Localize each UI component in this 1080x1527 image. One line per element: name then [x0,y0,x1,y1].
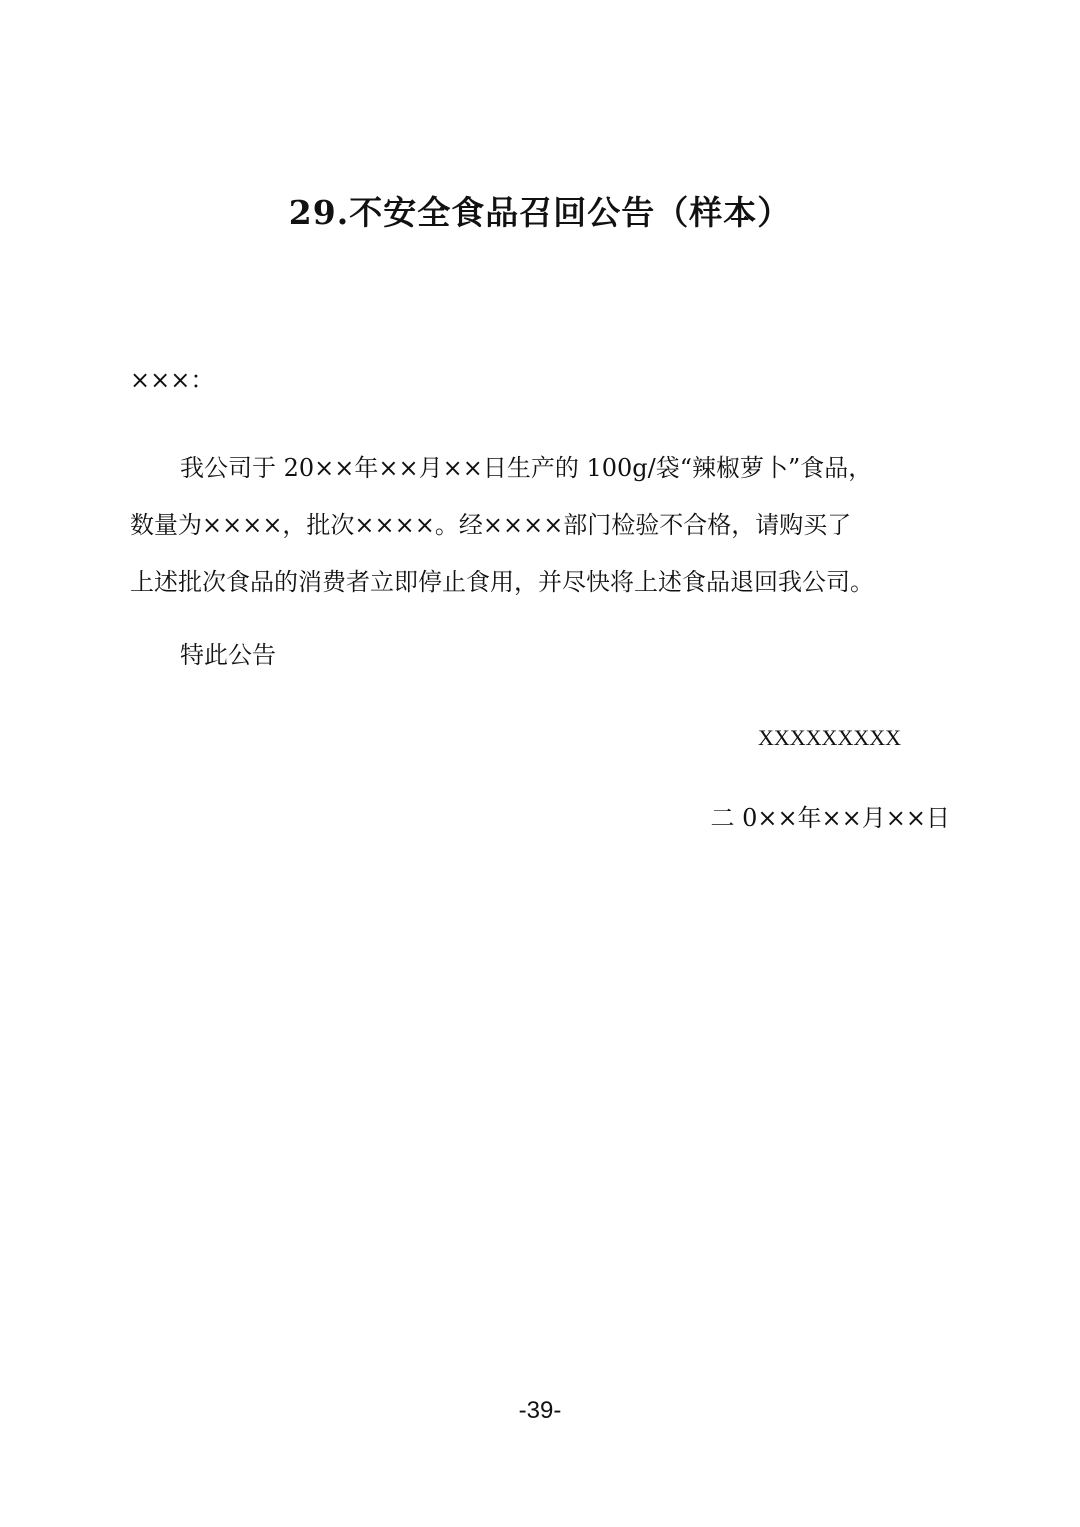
closing-text: 特此公告 [180,641,276,669]
salutation: ×××： [130,366,215,394]
body-paragraph [130,440,950,611]
body-line-1: 我公司于 20××年××月××日生产的 100g/袋“辣椒萝卜”食品， [180,454,873,482]
page-number: -39- [518,1397,562,1424]
signer-name: XXXXXXXXX [758,725,901,750]
body-line-2: 数量为××××，批次××××。经××××部门检验不合格，请购买了 [130,511,852,539]
body-line-3: 上述批次食品的消费者立即停止食用，并尽快将上述食品退回我公司。 [130,568,874,596]
page-title: 29.不安全食品召回公告（样本） [288,193,792,232]
notice-date: 二 0××年××月××日 [710,804,950,832]
